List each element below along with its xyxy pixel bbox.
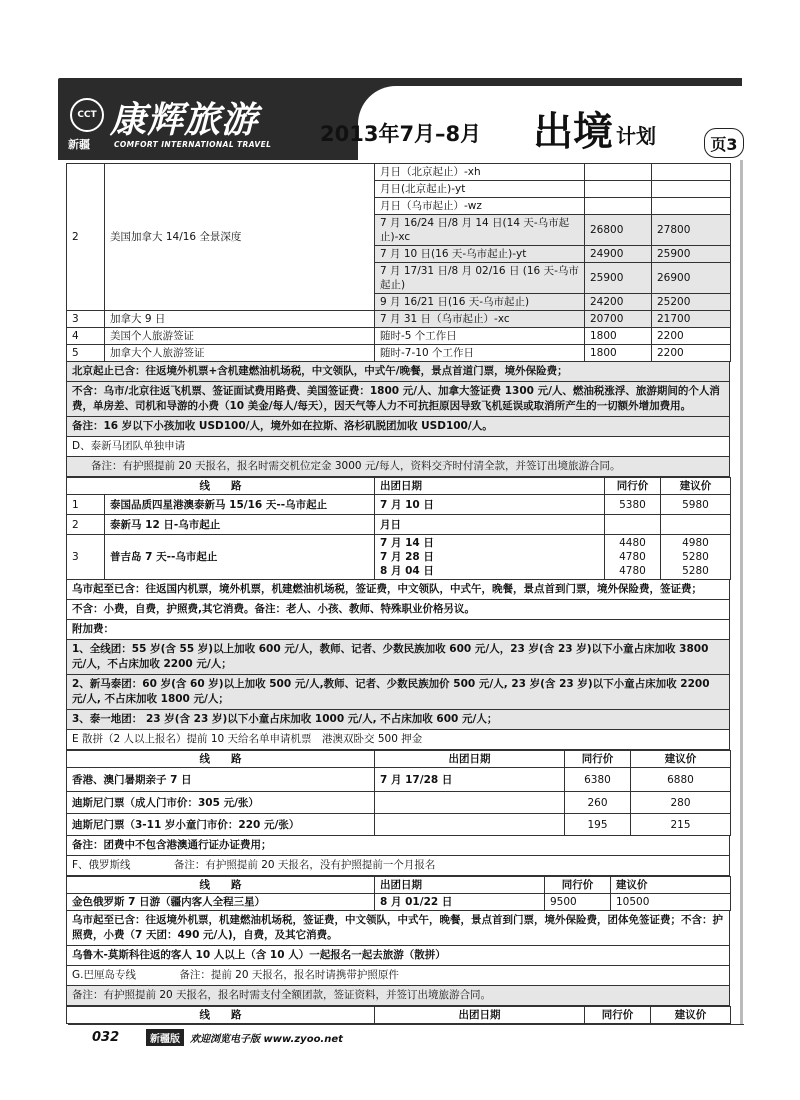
depart-date: 9 月 16/21 日(16 天-乌市起止) — [375, 294, 585, 311]
section-d-remark: 备注：有护照提前 20 天报名，报名时需交机位定金 3000 元/每人，资料交齐时付清全款，并签订出境旅游合同。 — [66, 457, 730, 477]
depart-date: 8 月 01/22 日 — [375, 894, 545, 911]
d-included-note: 乌市起至已含：往返国内机票，境外机票，机建燃油机场税，签证费，中文领队，中式午，晚餐，景点首到门票，境外保险费，签证费； — [66, 580, 730, 600]
depart-date: 月日（北京起止）-xh — [375, 164, 585, 181]
brand-english: COMFORT INTERNATIONAL TRAVEL — [114, 140, 272, 149]
peer-price: 195 — [565, 814, 631, 836]
col-suggest: 建议价 — [631, 751, 731, 768]
col-peer: 同行价 — [565, 751, 631, 768]
excluded-note: 不含：乌市/北京往返飞机票、签证面试费用路费、美国签证费：1800 元/人、加拿大签证费 1300 元/人、燃油税涨浮、旅游期间的个人消费，单房差、司机和导游的小费（10 美金/每人/每天），因天气等人力不可抗拒原因导致飞机延误或取消所产生的一切额外增加费用。 — [66, 382, 730, 417]
f-included-note: 乌市起至已含：往返境外机票，机建燃油机场税，签证费，中文领队，中式午，晚餐，景点首到门票，境外保险费，团体免签证费；不含：护照费，小费（7 天团：490 元/人)，自费，及其它消费。 — [66, 911, 730, 946]
depart-date: 7 月 17/31 日/8 月 02/16 日 (16 天-乌市起止) — [375, 263, 585, 294]
section-f-title: F、俄罗斯线 — [72, 859, 131, 871]
main-content — [66, 163, 730, 1024]
section-f-heading — [66, 856, 730, 876]
route-name: 普吉岛 7 天--乌市起止 — [105, 535, 375, 580]
peer-price: 26800 — [585, 215, 652, 246]
peer-price — [585, 164, 652, 181]
peer-price: 6380 — [565, 768, 631, 792]
page-title: 出境 — [533, 108, 613, 155]
row-number: 4 — [67, 328, 105, 345]
col-suggest: 建议价 — [651, 1007, 731, 1024]
col-suggest: 建议价 — [661, 478, 731, 495]
f-group-note: 乌鲁木-莫斯科往返的客人 10 人以上（含 10 人）一起报名一起去旅游（散拼） — [66, 946, 730, 966]
depart-date: 随时-7-10 个工作日 — [375, 345, 585, 362]
depart-date: 7 月 17/28 日 — [375, 768, 565, 792]
peer-price: 4780 — [619, 565, 646, 577]
peer-price: 260 — [565, 792, 631, 814]
peer-price: 9500 — [545, 894, 611, 911]
table-row — [67, 311, 731, 328]
depart-date: 7 月 14 日 — [380, 537, 434, 549]
peer-price — [585, 181, 652, 198]
route-name: 泰国品质四星港澳泰新马 15/16 天--乌市起止 — [105, 495, 375, 515]
col-date: 出团日期 — [375, 1007, 585, 1024]
page-number: 032 — [92, 1030, 120, 1045]
right-rule — [740, 160, 743, 1024]
col-route: 线 路 — [67, 478, 375, 495]
depart-date: 7 月 31 日（乌市起止）-xc — [375, 311, 585, 328]
route-name: 加拿大 9 日 — [105, 311, 375, 328]
suggest-price: 280 — [631, 792, 731, 814]
d-surcharge-1: 1、全线团：55 岁(含 55 岁)以上加收 600 元/人，教师、记者、少数民族加收 600 元/人，23 岁(含 23 岁)以下小童占床加收 3800 元/人，不占床加收 2200 元/人； — [66, 640, 730, 675]
depart-date: 7 月 10 日(16 天-乌市起止)-yt — [375, 246, 585, 263]
page-subtitle: 计划 — [616, 124, 656, 148]
section-g-note: 备注：有护照提前 20 天报名，报名时需支付全额团款，签证资料，并签订出境旅游合同。 — [66, 986, 730, 1006]
d-surcharge-2: 2、新马泰团：60 岁(含 60 岁)以上加收 500 元/人,教师、记者、少数民族加价 500 元/人, 23 岁(含 23 岁)以下小童占床加收 2200 元/人, 不占床加收 1800 元/人； — [66, 675, 730, 710]
col-date: 出团日期 — [375, 877, 545, 894]
suggest-price: 215 — [631, 814, 731, 836]
section-g-remark: 备注：提前 20 天报名，报名时请携带护照原件 — [179, 969, 399, 981]
hk-table — [66, 750, 731, 836]
peer-price: 1800 — [585, 328, 652, 345]
suggest-price: 5280 — [682, 551, 709, 563]
col-peer: 同行价 — [585, 1007, 651, 1024]
table-row — [67, 814, 731, 836]
suggest-price: 26900 — [652, 263, 731, 294]
logo-badge: CCT — [70, 98, 104, 132]
table-header — [67, 478, 731, 495]
peer-price: 4780 — [619, 551, 646, 563]
table-row — [67, 328, 731, 345]
col-suggest: 建议价 — [611, 877, 731, 894]
edition-badge: 新疆版 — [146, 1029, 184, 1046]
suggest-price — [661, 515, 731, 535]
table-header — [67, 1007, 731, 1024]
route-name: 迪斯尼门票（3-11 岁小童门市价：220 元/张） — [67, 814, 375, 836]
col-peer: 同行价 — [545, 877, 611, 894]
website-text: 欢迎浏览电子版 www.zyoo.net — [190, 1034, 343, 1045]
suggest-price: 2200 — [652, 328, 731, 345]
suggest-price: 2200 — [652, 345, 731, 362]
col-route: 线 路 — [67, 1007, 375, 1024]
thai-table — [66, 477, 731, 580]
suggest-price: 25900 — [652, 246, 731, 263]
depart-date: 7 月 16/24 日/8 月 14 日(14 天-乌市起止)-xc — [375, 215, 585, 246]
route-name: 迪斯尼门票（成人门市价：305 元/张） — [67, 792, 375, 814]
brand-logo: 康辉旅游 — [110, 99, 259, 141]
section-f-remark: 备注：有护照提前 20 天报名，没有护照提前一个月报名 — [173, 859, 436, 871]
col-peer: 同行价 — [605, 478, 661, 495]
logo-region: 新疆 — [68, 138, 90, 151]
suggest-price: 27800 — [652, 215, 731, 246]
section-g-heading — [66, 966, 730, 986]
included-note: 北京起止已含：往返境外机票+含机建燃油机场税，中文领队，中式午/晚餐，景点首道门票，境外保险费； — [66, 362, 730, 382]
section-d-title: D、泰新马团队单独申请 — [66, 437, 730, 457]
suggest-price — [652, 181, 731, 198]
table-row — [67, 164, 731, 181]
suggest-price: 5980 — [661, 495, 731, 515]
col-date: 出团日期 — [375, 751, 565, 768]
depart-date: 7 月 28 日 — [380, 551, 434, 563]
depart-date: 月日（乌市起止）-wz — [375, 198, 585, 215]
table-row — [67, 894, 731, 911]
suggest-price — [652, 198, 731, 215]
peer-price: 5380 — [605, 495, 661, 515]
route-name: 加拿大个人旅游签证 — [105, 345, 375, 362]
peer-price: 1800 — [585, 345, 652, 362]
section-e-title: E 散拼（2 人以上报名）提前 10 天给名单申请机票 港澳双卧交 500 押金 — [66, 730, 730, 750]
table-row — [67, 792, 731, 814]
depart-date: 7 月 10 日 — [375, 495, 605, 515]
table-header — [67, 751, 731, 768]
depart-date — [375, 792, 565, 814]
peer-price: 20700 — [585, 311, 652, 328]
suggest-price: 5280 — [682, 565, 709, 577]
row-number: 5 — [67, 345, 105, 362]
peer-price: 25900 — [585, 263, 652, 294]
route-name: 香港、澳门暑期亲子 7 日 — [67, 768, 375, 792]
peer-price: 24200 — [585, 294, 652, 311]
row-number: 2 — [67, 515, 105, 535]
depart-date: 月日 — [375, 515, 605, 535]
col-date: 出团日期 — [375, 478, 605, 495]
table-row — [67, 768, 731, 792]
table-row — [67, 345, 731, 362]
suggest-price: 10500 — [611, 894, 731, 911]
route-name: 泰新马 12 日-乌市起止 — [105, 515, 375, 535]
russia-table — [66, 876, 731, 911]
usa-canada-table — [66, 163, 731, 362]
footer — [70, 1028, 370, 1046]
depart-date: 月日(北京起止)-yt — [375, 181, 585, 198]
row-number: 1 — [67, 495, 105, 515]
suggest-price: 6880 — [631, 768, 731, 792]
route-name: 金色俄罗斯 7 日游（疆内客人全程三星） — [67, 894, 375, 911]
route-name: 美国加拿大 14/16 全景深度 — [105, 164, 375, 311]
row-number: 3 — [67, 311, 105, 328]
footer-rule — [68, 1024, 744, 1025]
e-note: 备注：团费中不包含港澳通行证办证费用； — [66, 836, 730, 856]
peer-price: 4480 — [619, 537, 646, 549]
depart-date: 8 月 04 日 — [380, 565, 434, 577]
table-row — [67, 495, 731, 515]
row-number: 2 — [67, 164, 105, 311]
depart-date: 随时-5 个工作日 — [375, 328, 585, 345]
col-route: 线 路 — [67, 877, 375, 894]
d-surcharge-3: 3、泰一地团： 23 岁(含 23 岁)以下小童占床加收 1000 元/人, 不占床加收 600 元/人； — [66, 710, 730, 730]
suggest-price: 4980 — [682, 537, 709, 549]
row-number: 3 — [67, 535, 105, 580]
depart-date — [375, 814, 565, 836]
table-header — [67, 877, 731, 894]
peer-price: 24900 — [585, 246, 652, 263]
suggest-price — [652, 164, 731, 181]
route-name: 美国个人旅游签证 — [105, 328, 375, 345]
child-note: 备注：16 岁以下小孩加收 USD100/人，境外如在拉斯、洛杉矶脱团加收 USD100/人。 — [66, 417, 730, 437]
suggest-price: 21700 — [652, 311, 731, 328]
col-route: 线 路 — [67, 751, 375, 768]
peer-price — [585, 198, 652, 215]
table-row — [67, 535, 731, 580]
table-row — [67, 515, 731, 535]
section-g-title: G.巴厘岛专线 — [72, 969, 136, 981]
suggest-price: 25200 — [652, 294, 731, 311]
date-range: 2013年7月–8月 — [320, 122, 482, 146]
d-surcharge-title: 附加费： — [66, 620, 730, 640]
bali-table — [66, 1006, 731, 1024]
peer-price — [605, 515, 661, 535]
d-excluded-note: 不含：小费，自费，护照费,其它消费。备注：老人、小孩、教师、特殊职业价格另议。 — [66, 600, 730, 620]
page-tag: 页3 — [704, 128, 744, 158]
